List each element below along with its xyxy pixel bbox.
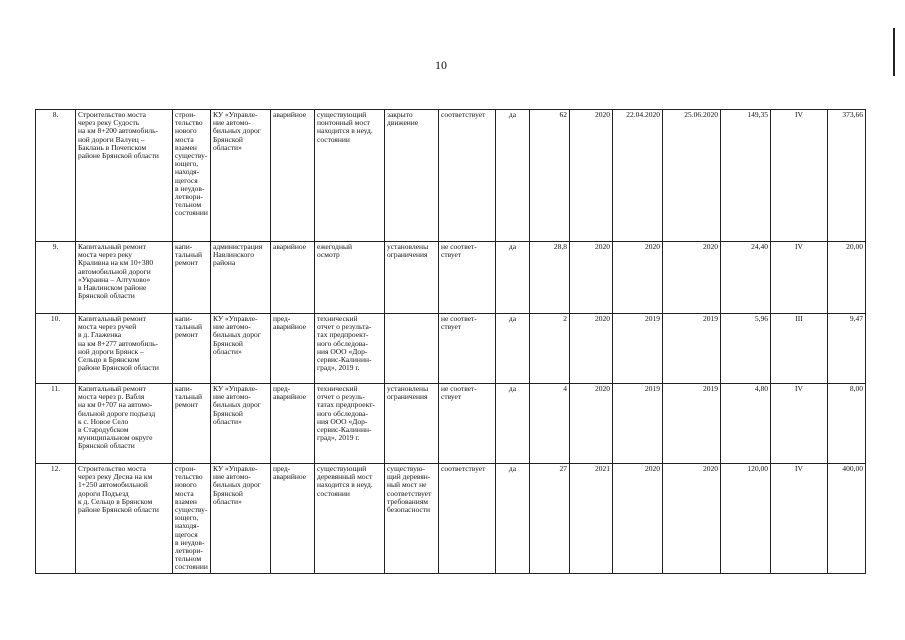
cell-flag: да: [496, 384, 530, 464]
cell-flag: да: [496, 242, 530, 314]
cell-cost: 149,35: [721, 110, 771, 242]
table-row: [36, 314, 866, 384]
cell-length: 4: [530, 384, 570, 464]
cell-cost: 120,00: [721, 464, 771, 574]
page-number: 10: [435, 58, 447, 72]
cell-compliance: не соответ- ствует: [439, 314, 496, 384]
cell-restriction: закрыто движение: [385, 110, 439, 242]
cell-condition: аварийное: [271, 242, 315, 314]
cell-length: 62: [530, 110, 570, 242]
cell-year-plan: 2021: [570, 464, 613, 574]
cell-condition: пред- аварийное: [271, 464, 315, 574]
cell-basis: технический отчет о результа- тах предпроект- ного обследова- ния ООО «Дор- сервис-Калинин- град», 2019 г.: [315, 314, 385, 384]
cell-amount: 20,00: [828, 242, 866, 314]
cell-date-start: 2019: [613, 314, 663, 384]
table-row: [36, 384, 866, 464]
cell-compliance: не соответ- ствует: [439, 242, 496, 314]
cell-date-start: 22.04.2020: [613, 110, 663, 242]
cell-length: 27: [530, 464, 570, 574]
cell-year-plan: 2020: [570, 314, 613, 384]
table-row: [36, 464, 866, 574]
cell-name: Капитальный ремонт моста через реку Краливна на км 10+380 автомобильной дороги «Украина – Алтухово» в Навлинском районе Брянской области: [76, 242, 173, 314]
cell-compliance: соответствует: [439, 464, 496, 574]
cell-flag: да: [496, 110, 530, 242]
cell-year-plan: 2020: [570, 110, 613, 242]
bridges-table: [35, 109, 866, 574]
cell-date-start: 2019: [613, 384, 663, 464]
page-edge-line: [893, 28, 895, 76]
table-body: [36, 110, 866, 574]
cell-num: 8.: [36, 110, 76, 242]
cell-restriction: установлены ограничения: [385, 242, 439, 314]
cell-date-start: 2020: [613, 464, 663, 574]
table-row: [36, 110, 866, 242]
cell-amount: 400,00: [828, 464, 866, 574]
cell-year-plan: 2020: [570, 242, 613, 314]
cell-flag: да: [496, 314, 530, 384]
cell-condition: пред- аварийное: [271, 314, 315, 384]
cell-owner: КУ «Управле- ние автомо- бильных дорог Брянской области»: [211, 314, 271, 384]
cell-basis: существующий деревянный мост находится в неуд. состоянии: [315, 464, 385, 574]
cell-type: капи- тальный ремонт: [173, 242, 211, 314]
cell-num: 11.: [36, 384, 76, 464]
cell-basis: технический отчет о резуль- татах предпроект- ного обследова- ния ООО «Дор- сервис-Калинин- град», 2019 г.: [315, 384, 385, 464]
cell-date-end: 2019: [663, 384, 721, 464]
cell-date-end: 2019: [663, 314, 721, 384]
cell-cost: 4,80: [721, 384, 771, 464]
cell-owner: КУ «Управле- ние автомо- бильных дорог Брянской области»: [211, 464, 271, 574]
cell-basis: существующий понтонный мост находится в неуд. состоянии: [315, 110, 385, 242]
cell-condition: аварийное: [271, 110, 315, 242]
cell-cost: 24,40: [721, 242, 771, 314]
cell-num: 9.: [36, 242, 76, 314]
cell-length: 28,8: [530, 242, 570, 314]
cell-type: строи- тельство нового моста взамен существу- ющего, находя- щегося в неудов- летвори- тельном состоянии: [173, 110, 211, 242]
cell-flag: да: [496, 464, 530, 574]
table-row: [36, 242, 866, 314]
cell-cost: 5,96: [721, 314, 771, 384]
cell-owner: КУ «Управле- ние автомо- бильных дорог Брянской области»: [211, 384, 271, 464]
cell-name: Строительство моста через реку Десна на км 1+250 автомобильной дороги Подъезд к д. Сельцо в Брянском районе Брянской области: [76, 464, 173, 574]
cell-name: Капитальный ремонт моста через ручей в д. Глаженка на км 8+277 автомобиль- ной дороги Брянск – Сельцо в Брянском районе Брянской области: [76, 314, 173, 384]
cell-restriction: [385, 314, 439, 384]
cell-year-plan: 2020: [570, 384, 613, 464]
cell-restriction: установлены ограничения: [385, 384, 439, 464]
cell-amount: 8,00: [828, 384, 866, 464]
cell-date-end: 2020: [663, 464, 721, 574]
cell-condition: пред- аварийное: [271, 384, 315, 464]
cell-compliance: не соответ- ствует: [439, 384, 496, 464]
cell-length: 2: [530, 314, 570, 384]
cell-num: 10.: [36, 314, 76, 384]
cell-type: капи- тальный ремонт: [173, 384, 211, 464]
cell-date-end: 2020: [663, 242, 721, 314]
cell-type: капи- тальный ремонт: [173, 314, 211, 384]
cell-category: IV: [771, 384, 828, 464]
cell-category: IV: [771, 110, 828, 242]
cell-owner: КУ «Управле- ние автомо- бильных дорог Брянской области»: [211, 110, 271, 242]
cell-restriction: существую- щий деревян- ный мост не соответствует требованиям безопасности: [385, 464, 439, 574]
cell-name: Строительство моста через реку Судость на км 8+200 автомобиль- ной дороги Валуец – Баклань в Почепском районе Брянской области: [76, 110, 173, 242]
cell-name: Капитальный ремонт моста через р. Вабля на км 0+707 на автомо- бильной дороге подъезд к с. Новое Село в Стародубском муниципальном округе Брянской области: [76, 384, 173, 464]
cell-category: IV: [771, 464, 828, 574]
cell-compliance: соответствует: [439, 110, 496, 242]
cell-basis: ежегодный осмотр: [315, 242, 385, 314]
cell-amount: 9,47: [828, 314, 866, 384]
cell-category: IV: [771, 242, 828, 314]
cell-owner: администрация Навлинского района: [211, 242, 271, 314]
cell-date-end: 25.06.2020: [663, 110, 721, 242]
cell-num: 12.: [36, 464, 76, 574]
cell-category: III: [771, 314, 828, 384]
cell-type: строи- тельство нового моста взамен существу- ющего, находя- щегося в неудов- летвори- тельном состоянии: [173, 464, 211, 574]
cell-date-start: 2020: [613, 242, 663, 314]
cell-amount: 373,66: [828, 110, 866, 242]
